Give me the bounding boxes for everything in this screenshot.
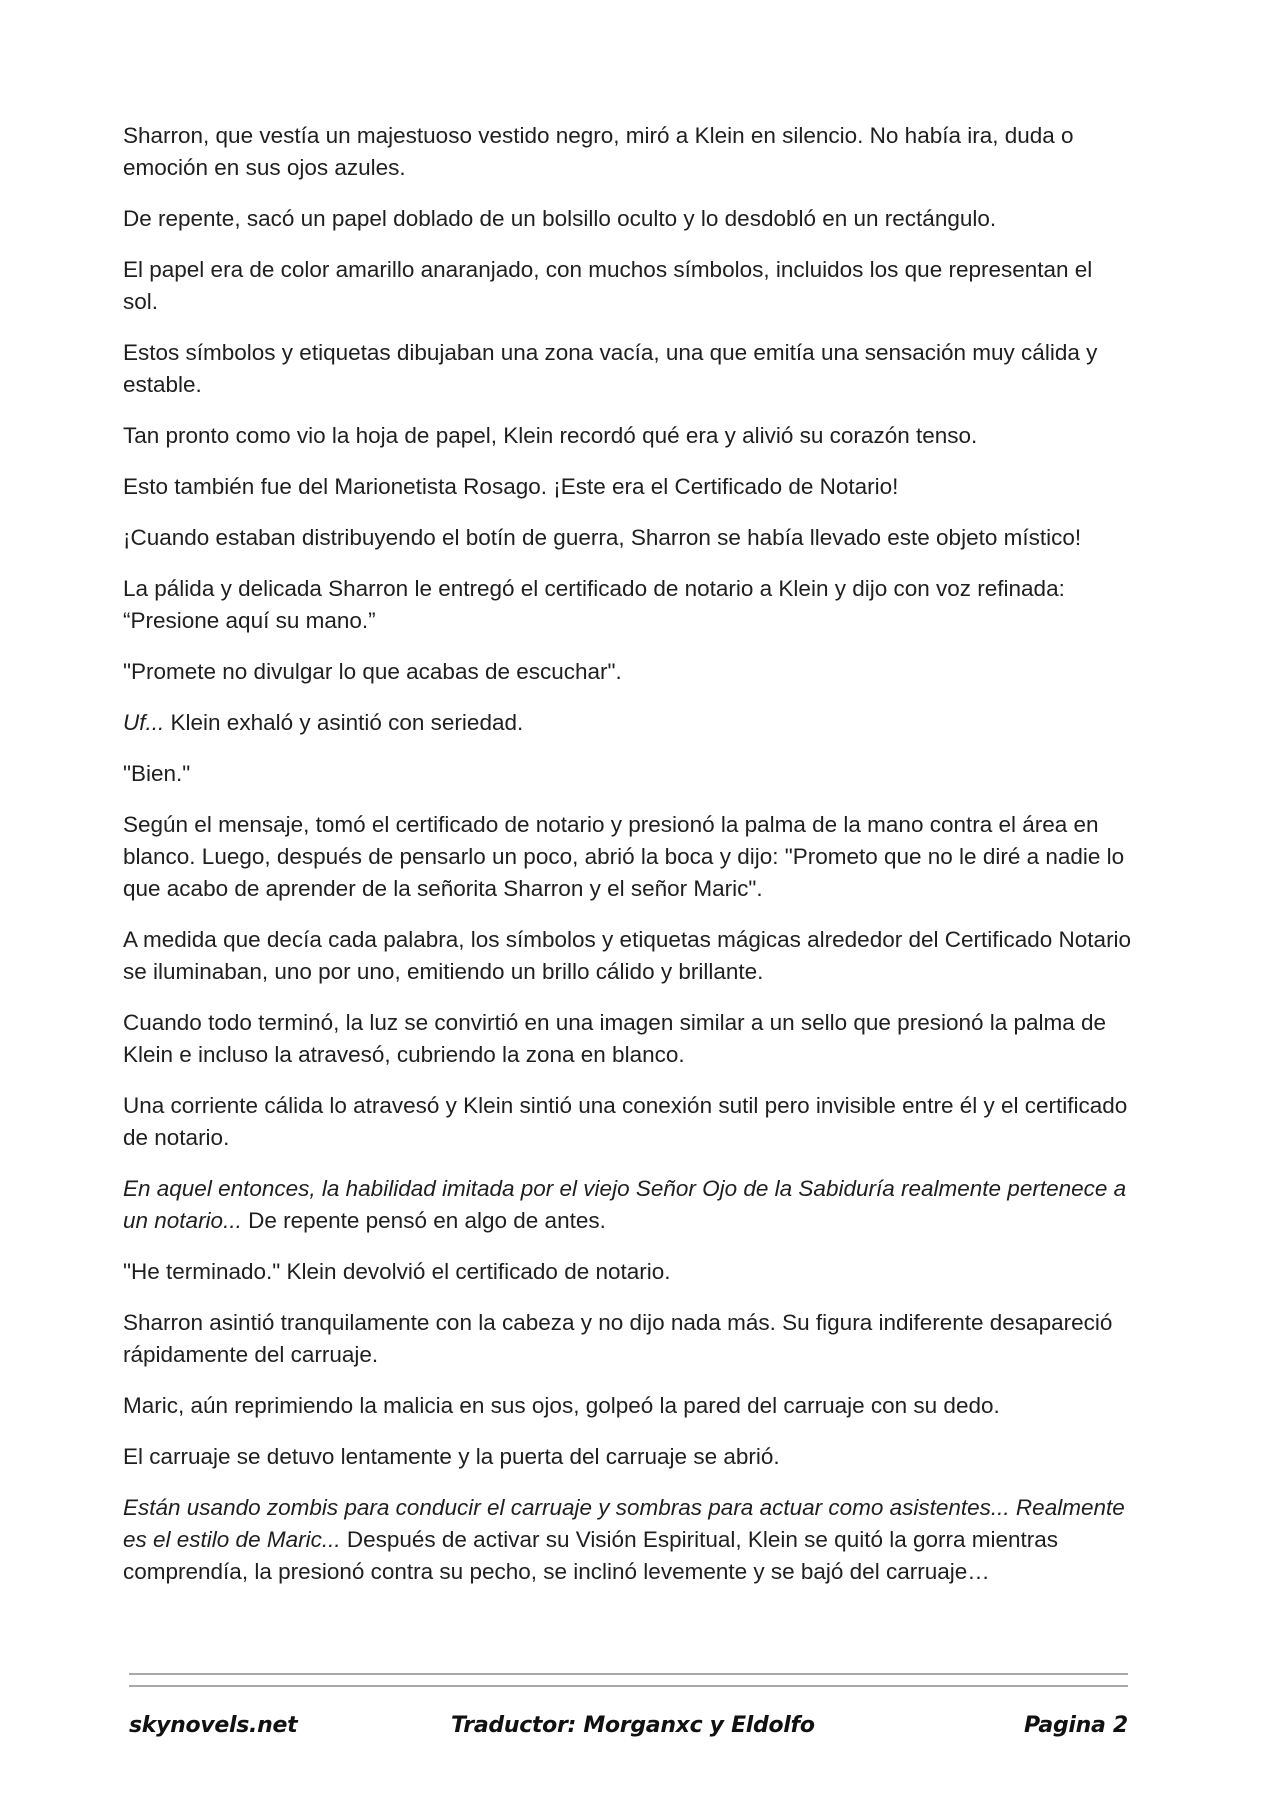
page-footer [0, 1713, 1280, 1753]
paragraph [123, 120, 1133, 184]
text-segment: Estos símbolos y etiquetas dibujaban una zona vacía, una que emitía una sensación muy cálida y estable. [123, 340, 1098, 397]
paragraph [123, 254, 1133, 318]
paragraph [123, 522, 1133, 554]
text-segment: El papel era de color amarillo anaranjado, con muchos símbolos, incluidos los que representan el sol. [123, 257, 1093, 314]
text-segment: "He terminado." Klein devolvió el certificado de notario. [123, 1259, 671, 1284]
paragraph [123, 809, 1133, 905]
paragraph [123, 1307, 1133, 1371]
text-segment: Klein exhaló y asintió con seriedad. [164, 710, 524, 735]
footer-divider-bottom [129, 1685, 1128, 1687]
text-segment: Una corriente cálida lo atravesó y Klein sintió una conexión sutil pero invisible entre él y el certificado de notario. [123, 1093, 1128, 1150]
paragraph [123, 1090, 1133, 1154]
paragraph [123, 471, 1133, 503]
italic-text-segment: En aquel entonces, la habilidad imitada por el viejo Señor Ojo de la Sabiduría realmente pertenece a un notario... [123, 1176, 1127, 1233]
text-segment: Cuando todo terminó, la luz se convirtió en una imagen similar a un sello que presionó la palma de Klein e incluso la atravesó, cubriendo la zona en blanco. [123, 1010, 1107, 1067]
text-segment: De repente pensó en algo de antes. [241, 1208, 606, 1233]
paragraph [123, 1390, 1133, 1422]
paragraph [123, 1492, 1133, 1588]
paragraph [123, 758, 1133, 790]
chapter-body [123, 120, 1133, 1607]
text-segment: Según el mensaje, tomó el certificado de notario y presionó la palma de la mano contra el área en blanco. Luego, después de pensarlo un poco, abrió la boca y dijo: "Prometo que no le diré a nadie lo que acabo de aprender de la señorita Sharron y el señor Maric". [123, 812, 1125, 901]
text-segment: "Promete no divulgar lo que acabas de escuchar". [123, 659, 622, 684]
paragraph [123, 420, 1133, 452]
paragraph [123, 1441, 1133, 1473]
paragraph [123, 924, 1133, 988]
text-segment: Después de activar su Visión Espiritual, Klein se quitó la gorra mientras comprendía, la presionó contra su pecho, se inclinó levemente y se bajó del carruaje… [123, 1527, 1059, 1584]
text-segment: Sharron asintió tranquilamente con la cabeza y no dijo nada más. Su figura indiferente desapareció rápidamente del carruaje. [123, 1310, 1113, 1367]
text-segment: A medida que decía cada palabra, los símbolos y etiquetas mágicas alrededor del Certificado Notario se iluminaban, uno por uno, emitiendo un brillo cálido y brillante. [123, 927, 1132, 984]
text-segment: Esto también fue del Marionetista Rosago. ¡Este era el Certificado de Notario! [123, 474, 899, 499]
paragraph [123, 656, 1133, 688]
text-segment: "Bien." [123, 761, 191, 786]
footer-site: skynovels.net [129, 1713, 298, 1738]
paragraph [123, 707, 1133, 739]
text-segment: Maric, aún reprimiendo la malicia en sus ojos, golpeó la pared del carruaje con su dedo. [123, 1393, 1000, 1418]
paragraph [123, 1173, 1133, 1237]
paragraph [123, 1256, 1133, 1288]
paragraph [123, 573, 1133, 637]
text-segment: La pálida y delicada Sharron le entregó el certificado de notario a Klein y dijo con voz refinada: “Presione aquí su mano.” [123, 576, 1065, 633]
text-segment: ¡Cuando estaban distribuyendo el botín de guerra, Sharron se había llevado este objeto místico! [123, 525, 1082, 550]
paragraph [123, 1007, 1133, 1071]
italic-text-segment: Están usando zombis para conducir el carruaje y sombras para actuar como asistentes... Realmente es el estilo de Maric... [123, 1495, 1125, 1552]
paragraph [123, 337, 1133, 401]
text-segment: Sharron, que vestía un majestuoso vestido negro, miró a Klein en silencio. No había ira, duda o emoción en sus ojos azules. [123, 123, 1074, 180]
paragraph [123, 203, 1133, 235]
italic-text-segment: Uf... [123, 710, 165, 735]
footer-page-number: Pagina 2 [1024, 1713, 1128, 1738]
text-segment: El carruaje se detuvo lentamente y la puerta del carruaje se abrió. [123, 1444, 780, 1469]
footer-divider-top [129, 1673, 1128, 1675]
footer-translator: Traductor: Morganxc y Eldolfo [451, 1713, 815, 1738]
text-segment: De repente, sacó un papel doblado de un bolsillo oculto y lo desdobló en un rectángulo. [123, 206, 997, 231]
text-segment: Tan pronto como vio la hoja de papel, Klein recordó qué era y alivió su corazón tenso. [123, 423, 978, 448]
